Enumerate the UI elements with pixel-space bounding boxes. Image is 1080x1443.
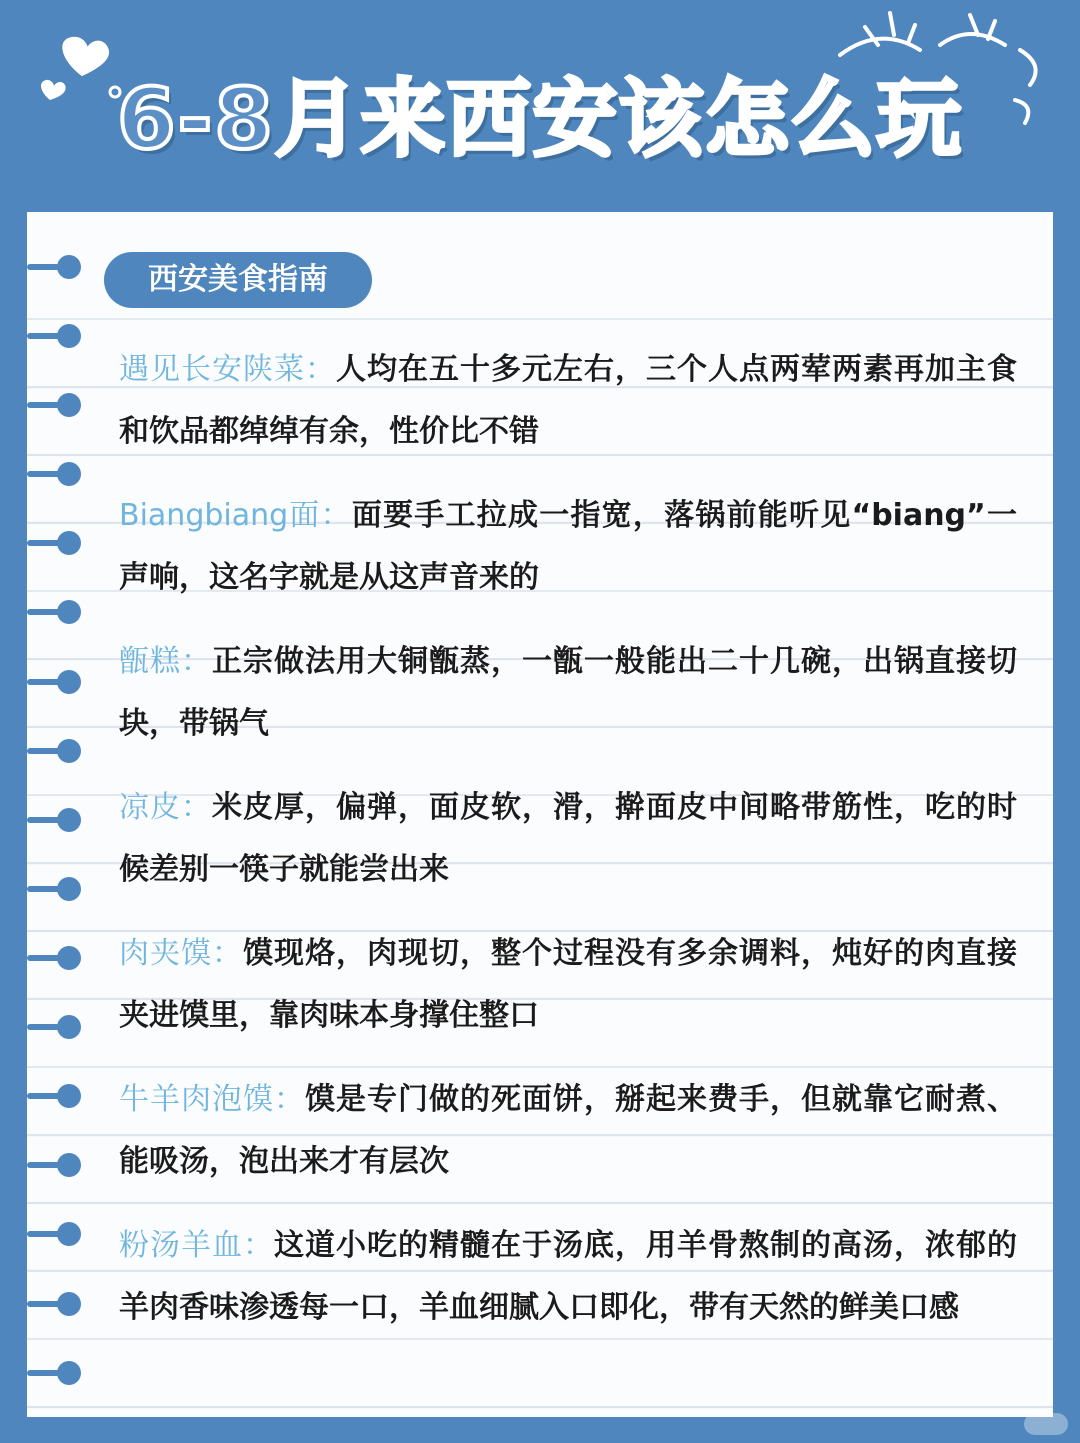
page-title: 6-8月来西安该怎么玩: [117, 70, 963, 168]
binder-ring: [27, 808, 83, 832]
binder-ring: [27, 670, 83, 694]
entry-text: 正宗做法用大铜甑蒸，一甑一般能出二十几碗，出锅直接切块，带锅气: [119, 644, 1017, 741]
binder-ring: [27, 1084, 83, 1108]
food-entry: [119, 923, 1017, 1047]
binder-ring: [27, 393, 83, 417]
entry-label: Biangbiang面：: [119, 498, 352, 533]
food-entry: [119, 339, 1017, 463]
header: [0, 0, 1080, 210]
entry-label: 肉夹馍：: [119, 936, 243, 971]
entry-label: 凉皮：: [119, 790, 212, 825]
entry-label: 牛羊肉泡馍：: [119, 1082, 305, 1117]
entry-text: 米皮厚，偏弹，面皮软，滑，擀面皮中间略带筋性，吃的时候差别一筷子就能尝出来: [119, 790, 1017, 887]
entry-label: 遇见长安陕菜：: [119, 352, 336, 387]
food-entry: [119, 485, 1017, 609]
binder-ring: [27, 462, 83, 486]
binder-ring: [27, 946, 83, 970]
binder-ring: [27, 739, 83, 763]
binder-ring: [27, 1222, 83, 1246]
binder-ring: [27, 1292, 83, 1316]
binder-ring: [27, 1153, 83, 1177]
entry-text: 馍是专门做的死面饼，掰起来费手，但就靠它耐煮、能吸汤，泡出来才有层次: [119, 1082, 1017, 1179]
food-entry: [119, 1215, 1017, 1339]
binder-ring: [27, 324, 83, 348]
entry-text: 这道小吃的精髓在于汤底，用羊骨熬制的高汤，浓郁的羊肉香味渗透每一口，羊血细腻入口即化，带有天然的鲜美口感: [119, 1228, 1017, 1325]
entry-label: 甑糕：: [119, 644, 212, 679]
entry-text: 面要手工拉成一指宽，落锅前能听见“biang”一声响，这名字就是从这声音来的: [119, 498, 1017, 595]
entry-label: 粉汤羊血：: [119, 1228, 274, 1263]
entry-text: 馍现烙，肉现切，整个过程没有多余调料，炖好的肉直接夹进馍里，靠肉味本身撑住整口: [119, 936, 1017, 1033]
section-tag: 西安美食指南: [104, 252, 372, 308]
food-entry: [119, 1069, 1017, 1193]
binder-ring: [27, 255, 83, 279]
binder-ring: [27, 877, 83, 901]
binder-ring: [27, 1015, 83, 1039]
food-entry: [119, 631, 1017, 755]
binder-ring: [27, 531, 83, 555]
binder-ring: [27, 600, 83, 624]
binder-ring: [27, 1361, 83, 1385]
entry-text: 人均在五十多元左右，三个人点两荤两素再加主食和饮品都绰绰有余，性价比不错: [119, 352, 1017, 449]
watermark-badge: [1024, 1413, 1068, 1435]
food-entry: [119, 777, 1017, 901]
